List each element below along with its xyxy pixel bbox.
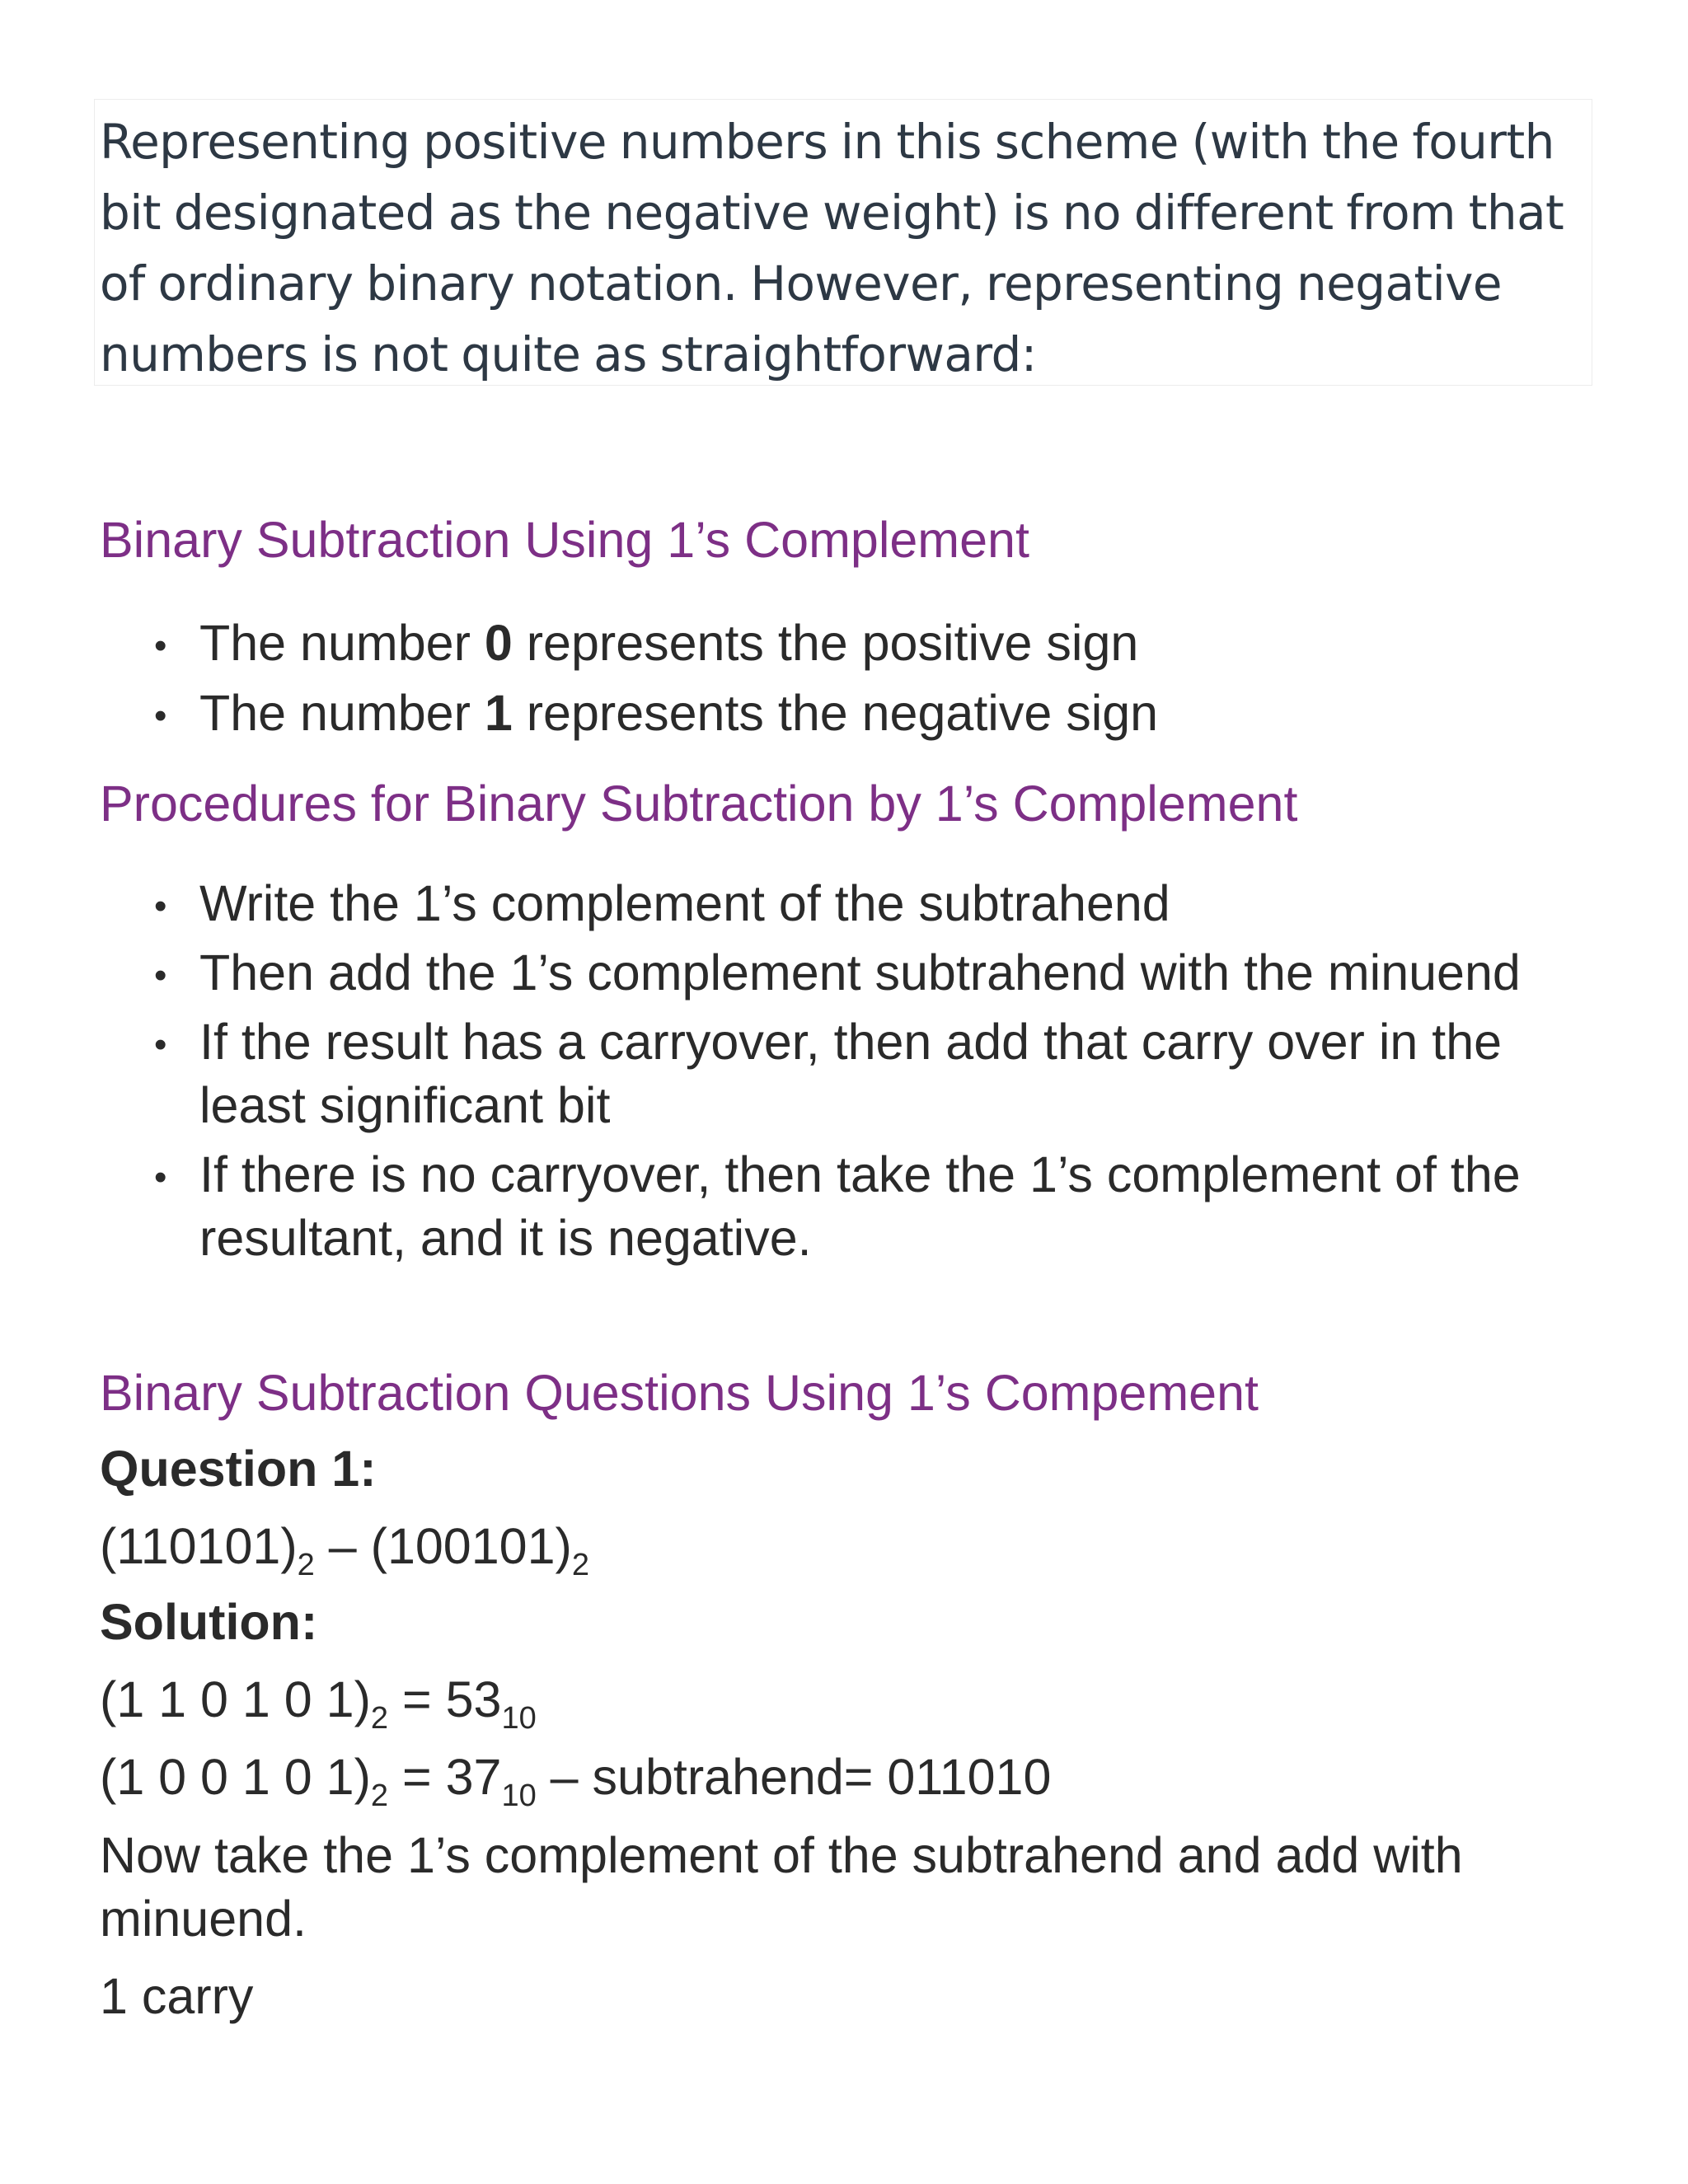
- carry-text: 1 carry: [100, 1968, 254, 2024]
- heading-procedures: Procedures for Binary Subtraction by 1’s Complement: [100, 776, 1298, 832]
- base-subscript: 10: [501, 1779, 537, 1813]
- list-item: [100, 682, 1575, 745]
- base-subscript: 10: [501, 1701, 537, 1736]
- list-item-text: If the result has a carryover, then add that carry over in the least significant bit: [199, 1014, 1503, 1133]
- procedure-list: [100, 872, 1575, 1270]
- intro-paragraph: Representing positive numbers in this scheme (with the fourth bit designated as the negative weight) is no different from that of ordinary binary notation. However, representing negative numbers is not quite as straightforward:: [100, 114, 1564, 382]
- list-item: [100, 872, 1575, 935]
- solution-line-1: [100, 1670, 537, 1736]
- bullet-icon: •: [154, 696, 167, 736]
- instruction-text: Now take the 1’s complement of the subtrahend and add with minuend.: [100, 1827, 1463, 1947]
- list-item-text: If there is no carryover, then take the 1’s complement of the resultant, and it is negative.: [199, 1146, 1521, 1266]
- list-item: [100, 612, 1575, 675]
- list-item-text: The number: [199, 685, 485, 741]
- bullet-icon: •: [154, 1024, 167, 1065]
- minus-operator: –: [314, 1518, 371, 1574]
- heading-binary-subtraction: Binary Subtraction Using 1’s Complement: [100, 512, 1029, 568]
- bullet-icon: •: [154, 955, 167, 996]
- sign-bit-list: [100, 612, 1575, 745]
- bullet-icon: •: [154, 626, 167, 666]
- solution-line-2: [100, 1747, 1051, 1814]
- question-expression: [100, 1516, 589, 1583]
- heading-questions: Binary Subtraction Questions Using 1’s Compement: [100, 1365, 1259, 1421]
- binary-value: (1 0 0 1 0 1): [100, 1749, 371, 1805]
- decimal-value: = 53: [388, 1671, 502, 1727]
- list-item-text: represents the negative sign: [512, 685, 1159, 741]
- minuend-binary: (110101): [100, 1518, 298, 1574]
- base-subscript: 2: [297, 1548, 315, 1582]
- subtrahend-binary: (100101): [370, 1518, 572, 1574]
- solution-label: Solution:: [100, 1594, 318, 1650]
- list-item: [100, 1010, 1575, 1137]
- list-item-bold: 1: [484, 685, 513, 741]
- decimal-value: = 37: [388, 1749, 502, 1805]
- base-subscript: 2: [370, 1779, 389, 1813]
- list-item-text: Write the 1’s complement of the subtrahend: [199, 875, 1170, 931]
- base-subscript: 2: [370, 1701, 389, 1736]
- list-item: [100, 1143, 1575, 1270]
- bullet-icon: •: [154, 886, 167, 926]
- intro-paragraph-box: [94, 99, 1592, 386]
- binary-value: (1 1 0 1 0 1): [100, 1671, 371, 1727]
- list-item-bold: 0: [484, 615, 513, 671]
- bullet-icon: •: [154, 1157, 167, 1197]
- subtrahend-note: – subtrahend= 011010: [536, 1749, 1052, 1805]
- base-subscript: 2: [571, 1548, 589, 1582]
- list-item: [100, 941, 1575, 1005]
- list-item-text: Then add the 1’s complement subtrahend with the minuend: [199, 944, 1521, 1001]
- question-label: Question 1:: [100, 1441, 377, 1497]
- list-item-text: represents the positive sign: [512, 615, 1139, 671]
- list-item-text: The number: [199, 615, 485, 671]
